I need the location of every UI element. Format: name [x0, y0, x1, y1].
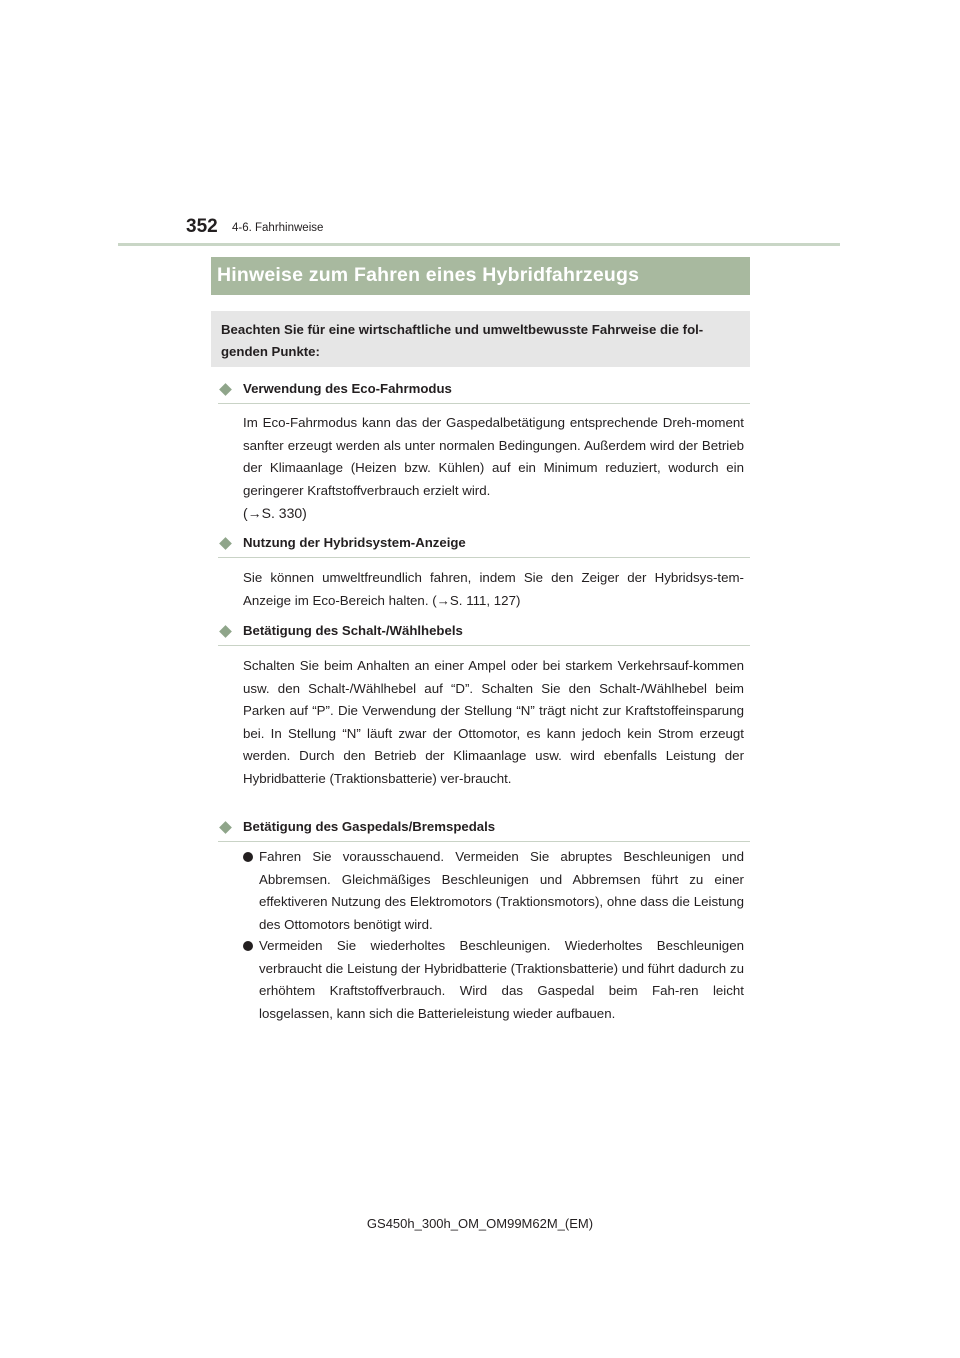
- paragraph-shift-lever: Schalten Sie beim Anhalten an einer Ampel oder bei starkem Verkehrsauf-kommen usw. den Schalt-/Wählhebel auf “D”. Schalten Sie den Schalt-/Wählhebel beim Parken auf “P”. Die Verwendung der Stellung “N” trägt nicht zur Kraftstoffeinsparung bei. In Stellung “N” läuft zwar der Ottomotor, es kann jedoch kein Strom erzeugt werden. Durch den Betrieb der Klimaanlage usw. wird ebenfalls Leistung der Hybridbatterie (Traktionsbatterie) ver-braucht.: [243, 658, 744, 786]
- page-title: Hinweise zum Fahren eines Hybridfahrzeugs: [211, 257, 750, 295]
- section-reference: 4-6. Fahrhinweise: [232, 222, 324, 234]
- page-reference: (→S. 330): [243, 505, 307, 522]
- diamond-bullet-icon: [219, 625, 232, 638]
- intro-box: Beachten Sie für eine wirtschaftliche und umweltbewusste Fahrweise die fol-genden Punkte:: [211, 311, 750, 367]
- subheading-label: Verwendung des Eco-Fahrmodus: [243, 381, 452, 396]
- bullet-dot-icon: [243, 852, 253, 862]
- subheading-label: Nutzung der Hybridsystem-Anzeige: [243, 535, 466, 550]
- subheading-shift-lever: [218, 623, 750, 646]
- header-rule: [118, 243, 840, 246]
- paragraph-eco-mode: [243, 412, 744, 525]
- bullet-dot-icon: [243, 941, 253, 951]
- diamond-bullet-icon: [219, 821, 232, 834]
- document-code: GS450h_300h_OM_OM99M62M_(EM): [366, 1216, 594, 1231]
- page-number: 352: [186, 216, 218, 237]
- subheading-label: Betätigung des Gaspedals/Bremspedals: [243, 819, 496, 834]
- subheading-label: Betätigung des Schalt-/Wählhebels: [243, 623, 463, 638]
- list-item-text: Fahren Sie vorausschauend. Vermeiden Sie abruptes Beschleunigen und Abbremsen. Gleichmäßiges Beschleunigen und Abbremsen führt zu einer effektiveren Nutzung des Elektromotors (Traktionsmotors), ohne dass die Leistung des Ottomotors benötigt wird.: [259, 849, 744, 932]
- subheading-eco-mode: [218, 381, 750, 404]
- subheading-pedals: [218, 819, 750, 842]
- subheading-hybrid-indicator: [218, 535, 750, 558]
- diamond-bullet-icon: [219, 383, 232, 396]
- diamond-bullet-icon: [219, 537, 232, 550]
- list-item-text: Vermeiden Sie wiederholtes Beschleunigen. Wiederholtes Beschleunigen verbraucht die Leistung der Hybridbatterie (Traktionsbatterie) und führt dadurch zu erhöhtem Kraftstoffverbrauch. Wird das Gaspedal beim Fah-ren leicht losgelassen, kann sich die Batterieleistung wieder aufbauen.: [259, 938, 744, 1021]
- paragraph-hybrid-indicator: Sie können umweltfreundlich fahren, indem Sie den Zeiger der Hybridsys-tem-Anzeige im Eco-Bereich halten. (→S. 111, 127): [243, 570, 744, 608]
- paragraph-text: Im Eco-Fahrmodus kann das der Gaspedalbetätigung entsprechende Dreh-moment sanfter erzeugt werden als unter normalen Bedingungen. Außerdem wird der Betrieb der Klimaanlage (Heizen bzw. Kühlen) auf ein Minimum reduziert, wodurch ein geringerer Kraftstoffverbrauch erzielt wird.: [243, 415, 744, 498]
